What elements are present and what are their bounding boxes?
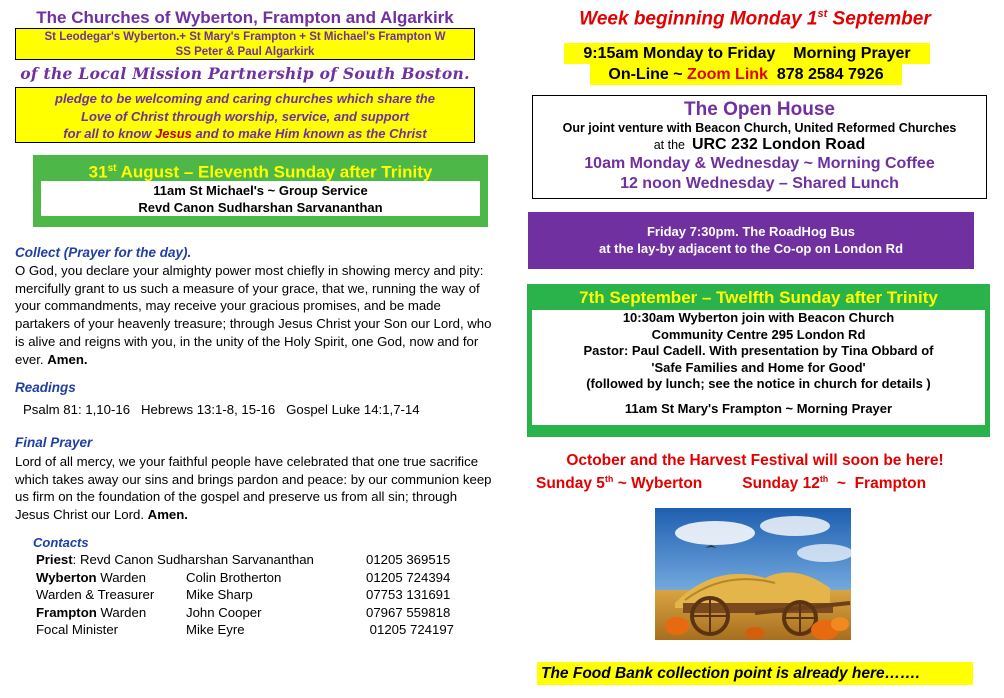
churches-line-1: St Leodegar's Wyberton.+ St Mary's Frampton + St Michael's Frampton W: [44, 31, 446, 43]
online-zoom-line: On-Line ~ Zoom Link 878 2584 7926: [590, 64, 902, 85]
contact-row: Wyberton Warden: [36, 570, 146, 585]
pledge-box: [15, 87, 475, 143]
sunday2-line: (followed by lunch; see the notice in church for details ): [586, 376, 931, 391]
contact-name: Colin Brotherton: [186, 570, 282, 585]
harvest-heading: October and the Harvest Festival will soon be here!: [566, 452, 944, 469]
sunday2-line: Pastor: Paul Cadell. With presentation by Tina Obbard of: [583, 343, 934, 358]
contact-phone: 01205 369515: [366, 552, 451, 567]
zoom-link[interactable]: Zoom Link: [687, 66, 768, 83]
open-house-title: The Open House: [684, 99, 835, 120]
food-bank-notice: The Food Bank collection point is already here…….: [537, 662, 973, 685]
contacts-heading: Contacts: [33, 535, 89, 550]
contact-phone: 01205 724394: [366, 570, 451, 585]
open-house-box: [532, 95, 987, 199]
pledge-line-2: Love of Christ through worship, service, and support: [81, 108, 409, 124]
readings-text: Psalm 81: 1,10-16 Hebrews 13:1-8, 15-16 Gospel Luke 14:1,7-14: [23, 402, 420, 417]
final-prayer-heading: Final Prayer: [15, 435, 93, 450]
contact-row: Warden & Treasurer: [36, 587, 155, 602]
open-house-coffee: 10am Monday & Wednesday ~ Morning Coffee: [584, 155, 935, 172]
roadhog-box: [528, 212, 974, 269]
pledge-jesus: Jesus: [155, 126, 192, 141]
sunday1-priest: Revd Canon Sudharshan Sarvananthan: [138, 200, 383, 215]
contact-row: Frampton Warden: [36, 605, 147, 620]
sunday1-details: [41, 181, 480, 216]
collect-text: O God, you declare your almighty power most chiefly in showing mercy and pity: mercifully grant to us such a measure of your grace, that we, running the way of your commandments, may receive your gracious promises, and be made partakers of your heavenly treasure; through Jesus Christ your Son our Lord, who is alive and reigns with you, in the unity of the Holy Spirit, one God, now and for ever. Amen.: [15, 263, 492, 367]
harvest-cart-image: [655, 508, 851, 640]
contact-phone: 01205 724197: [366, 622, 455, 637]
pledge-line-1: pledge to be welcoming and caring churches which share the: [55, 91, 435, 106]
final-prayer-text: Lord of all mercy, we your faithful people have celebrated that one true sacrifice which takes away our sins and brings pardon and peace: by our communion keep us firm on the foundation of the gospel and preserve us from all sin; through Jesus Christ our Lord. Amen.: [15, 454, 492, 523]
readings-heading: Readings: [15, 380, 76, 395]
sunday1-title: 31st August – Eleventh Sunday after Trinity: [88, 162, 433, 182]
contact-name: Mike Sharp: [186, 587, 253, 602]
sunday2-details: [532, 310, 985, 425]
contact-phone: 07967 559818: [366, 605, 451, 620]
morning-prayer-line: 9:15am Monday to Friday Morning Prayer: [564, 43, 930, 64]
final-amen: Amen.: [147, 507, 188, 523]
pledge-line-3: for all to know Jesus and to make Him known as the Christ: [63, 126, 427, 141]
sunday1-service: 11am St Michael's ~ Group Service: [153, 183, 368, 198]
sunday2-second-service: 11am St Mary's Frampton ~ Morning Prayer: [624, 400, 893, 416]
sunday2-line: 'Safe Families and Home for Good': [651, 359, 866, 375]
roadhog-line-2: at the lay-by adjacent to the Co-op on London Rd: [598, 241, 904, 256]
sunday2-line: 10:30am Wyberton join with Beacon Church: [622, 310, 895, 325]
contact-name: John Cooper: [186, 605, 262, 620]
churches-box: [15, 28, 475, 60]
sunday1-box: [33, 155, 488, 227]
collect-heading: Collect (Prayer for the day).: [15, 245, 192, 260]
sunday2-box: [527, 284, 990, 437]
sunday2-line: Community Centre 295 London Rd: [651, 326, 866, 342]
open-house-subtitle: Our joint venture with Beacon Church, United Reformed Churches: [562, 121, 957, 135]
roadhog-line-1: Friday 7:30pm. The RoadHog Bus: [646, 224, 856, 239]
open-house-lunch: 12 noon Wednesday – Shared Lunch: [620, 175, 899, 192]
harvest-dates: Sunday 5th ~ Wyberton Sunday 12th ~ Frampton: [536, 474, 927, 493]
contact-phone: 07753 131691: [366, 587, 451, 602]
open-house-address: at the URC 232 London Road: [653, 136, 866, 153]
harvest-cart-illustration: [655, 508, 851, 640]
collect-amen: Amen.: [47, 351, 88, 367]
week-heading: Week beginning Monday 1st September: [579, 8, 931, 30]
contact-row: Priest: Revd Canon Sudharshan Sarvananthan: [36, 552, 314, 567]
churches-line-2: SS Peter & Paul Algarkirk: [175, 46, 315, 58]
sunday2-title: 7th September – Twelfth Sunday after Trinity: [579, 288, 938, 307]
contact-row: Focal Minister: [36, 622, 119, 637]
page-title: The Churches of Wyberton, Frampton and Algarkirk: [36, 8, 454, 27]
contact-name: Mike Eyre: [186, 622, 245, 637]
mission-partnership-line: of the Local Mission Partnership of South Boston.: [20, 64, 470, 83]
